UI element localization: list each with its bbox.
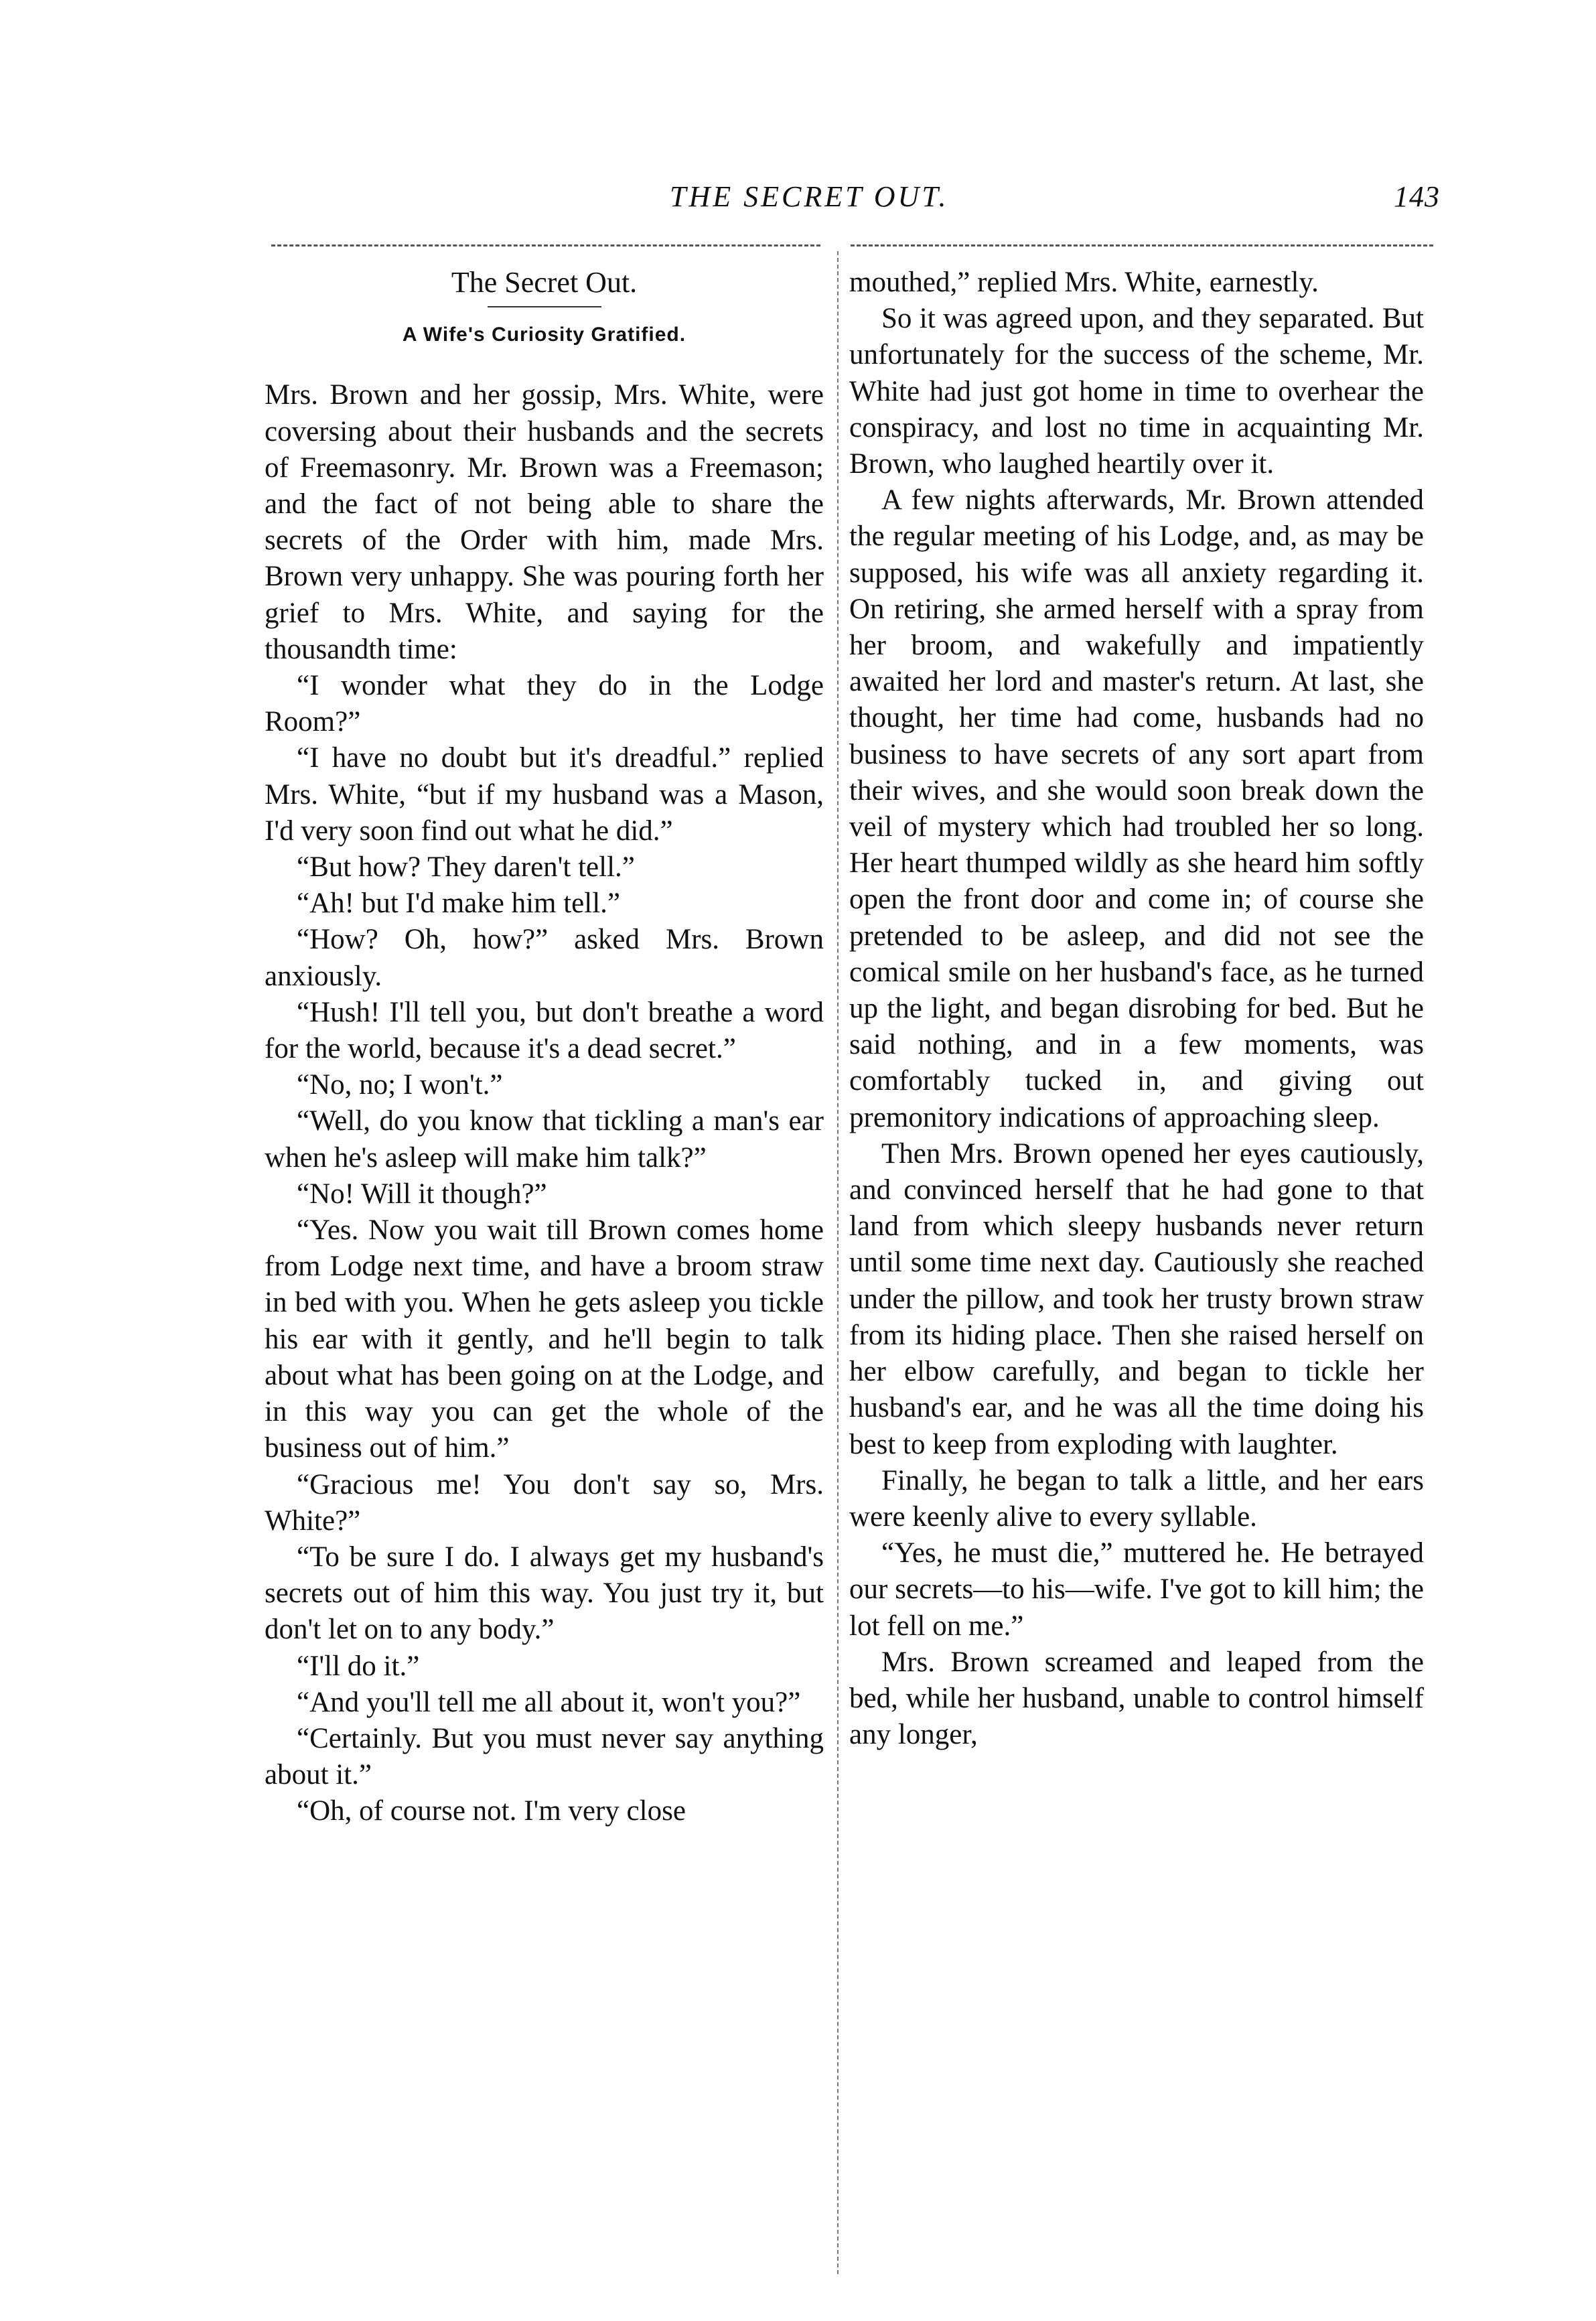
page-number: 143	[1394, 180, 1440, 213]
paragraph: “Yes. Now you wait till Brown comes home from Lodge next time, and have a broom straw in bed with you. When he gets asleep you tickle his ear with it gently, and he'll begin to talk about what has been going on at the Lodge, and in this way you can get the whole of the business out of him.”	[265, 1214, 824, 1464]
column-divider	[837, 251, 839, 2274]
paragraph: “I'll do it.”	[297, 1650, 420, 1682]
paragraph: “Well, do you know that tickling a man's ear when he's asleep will make him talk?”	[265, 1105, 824, 1174]
header-rule-left	[271, 244, 820, 247]
paragraph: “How? Oh, how?” asked Mrs. Brown anxiously.	[265, 924, 824, 992]
article-subheading: A Wife's Curiosity Gratified.	[402, 324, 686, 346]
paragraph: mouthed,” replied Mrs. White, earnestly.	[849, 267, 1319, 298]
right-column	[849, 265, 1424, 1753]
article-heading: The Secret Out.	[451, 266, 638, 299]
paragraph: “And you'll tell me all about it, won't you?”	[297, 1686, 801, 1718]
header-rule-right	[851, 244, 1433, 247]
paragraph: Mrs. Brown screamed and leaped from the bed, while her husband, unable to control himself any longer,	[849, 1646, 1424, 1751]
running-head-title: THE SECRET OUT.	[670, 180, 949, 213]
paragraph: “Hush! I'll tell you, but don't breathe a word for the world, because it's a dead secret.”	[265, 996, 824, 1065]
running-head	[255, 180, 1440, 226]
paragraph: So it was agreed upon, and they separated. But unfortunately for the success of the scheme, Mr. White had just got home in time to overhear the conspiracy, and lost no time in acquainting Mr. Brown, who laughed heartily over it.	[849, 303, 1424, 480]
paragraph: “Ah! but I'd make him tell.”	[297, 888, 620, 920]
paragraph: “No, no; I won't.”	[297, 1069, 503, 1101]
paragraph: “Gracious me! You don't say so, Mrs. White?”	[265, 1468, 824, 1537]
paragraph: “To be sure I do. I always get my husband's secrets out of him this way. You just try it, but don't let on to any body.”	[265, 1541, 824, 1646]
paragraph: “Yes, he must die,” muttered he. He betrayed our secrets—to his—wife. I've got to kill him; the lot fell on me.”	[849, 1537, 1424, 1642]
paragraph: “No! Will it though?”	[297, 1178, 547, 1210]
paragraph: Finally, he began to talk a little, and her ears were keenly alive to every syllable.	[849, 1464, 1424, 1533]
paragraph: “Certainly. But you must never say anything about it.”	[265, 1722, 824, 1791]
paragraph: A few nights afterwards, Mr. Brown attended the regular meeting of his Lodge, and, as may be supposed, his wife was all anxiety regarding it. On retiring, she armed herself with a spray from her broom, and wakefully and impatiently awaited her lord and master's return. At last, she thought, her time had come, husbands had no business to have secrets of any sort apart from their wives, and she would soon break down the veil of mystery which had troubled her so long. Her heart thumped wildly as she heard him softly open the front door and come in; of course she pretended to be asleep, and did not see the comical smile on her husband's face, as he turned up the light, and began disrobing for bed. But he said nothing, and in a few moments, was comfortably tucked in, and giving out premonitory indications of approaching sleep.	[849, 484, 1424, 1133]
paragraph: “I wonder what they do in the Lodge Room?”	[265, 670, 824, 738]
paragraph: Then Mrs. Brown opened her eyes cautiously, and convinced herself that he had gone to that land from which sleepy husbands never return until some time next day. Cautiously she reached under the pillow, and took her trusty brown straw from its hiding place. Then she raised herself on her elbow carefully, and began to tickle her husband's ear, and he was all the time doing his best to keep from exploding with laughter.	[849, 1137, 1424, 1460]
heading-rule	[488, 306, 601, 307]
left-column	[265, 265, 824, 1830]
paragraph: Mrs. Brown and her gossip, Mrs. White, were coversing about their husbands and the secrets of Freemasonry. Mr. Brown was a Freemason; and the fact of not being able to share the secrets of the Order with him, made Mrs. Brown very unhappy. She was pouring forth her grief to Mrs. White, and saying for the thousandth time:	[265, 379, 824, 665]
paragraph: “But how? They daren't tell.”	[297, 851, 635, 884]
paragraph: “Oh, of course not. I'm very close	[297, 1795, 686, 1827]
paragraph: “I have no doubt but it's dreadful.” replied Mrs. White, “but if my husband was a Mason, I'd very soon find out what he did.”	[265, 742, 824, 847]
